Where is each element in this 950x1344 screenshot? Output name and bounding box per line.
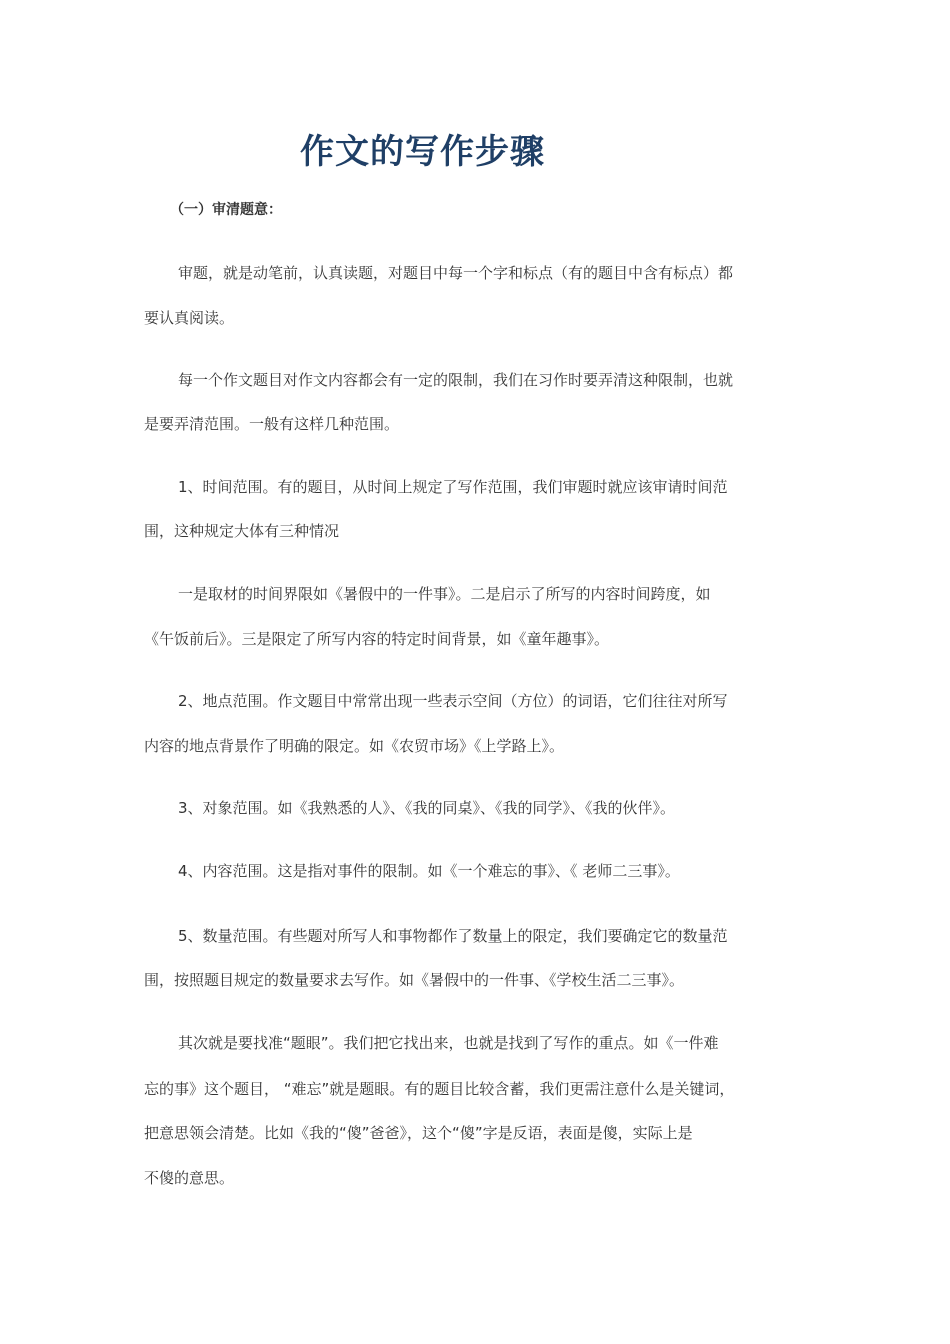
paragraph-line: 一是取材的时间界限如《暑假中的一件事》。二是启示了所写的内容时间跨度，如 xyxy=(178,585,711,603)
paragraph-line: 审题，就是动笔前，认真读题，对题目中每一个字和标点（有的题目中含有标点）都 xyxy=(178,264,734,282)
paragraph-line: 5、数量范围。有些题对所写人和事物都作了数量上的限定，我们要确定它的数量范 xyxy=(178,927,728,945)
document-title: 作文的写作步骤 xyxy=(300,132,545,172)
paragraph-line: 《午饭前后》。三是限定了所写内容的特定时间背景，如《童年趣事》。 xyxy=(144,630,610,648)
paragraph-line: 其次就是要找准“题眼”。我们把它找出来，也就是找到了写作的重点。如《一件难 xyxy=(178,1034,719,1052)
paragraph-line: 内容的地点背景作了明确的限定。如《农贸市场》《上学路上》。 xyxy=(144,737,565,755)
paragraph-line: 围，按照题目规定的数量要求去写作。如《暑假中的一件事、《学校生活二三事》。 xyxy=(144,971,685,989)
paragraph-line: 4、内容范围。这是指对事件的限制。如《一个难忘的事》、《 老师二三事》。 xyxy=(178,862,680,880)
paragraph-line: 每一个作文题目对作文内容都会有一定的限制，我们在习作时要弄清这种限制，也就 xyxy=(178,371,734,389)
paragraph-line: 1、时间范围。有的题目，从时间上规定了写作范围，我们审题时就应该审请时间范 xyxy=(178,478,728,496)
paragraph-line: 围，这种规定大体有三种情况 xyxy=(144,522,340,540)
paragraph-line: 忘的事》这个题目， “难忘”就是题眼。有的题目比较含蓄，我们更需注意什么是关键词， xyxy=(144,1080,735,1098)
paragraph-line: 是要弄清范围。一般有这样几种范围。 xyxy=(144,415,400,433)
paragraph-line: 2、地点范围。作文题目中常常出现一些表示空间（方位）的词语，它们往往对所写 xyxy=(178,692,728,710)
paragraph-line: 3、对象范围。如《我熟悉的人》、《我的同桌》、《我的同学》、《我的伙伴》。 xyxy=(178,799,676,817)
paragraph-line: 要认真阅读。 xyxy=(144,309,235,327)
paragraph-line: 把意思领会清楚。比如《我的“傻”爸爸》，这个“傻”字是反语，表面是傻，实际上是 xyxy=(144,1124,693,1142)
section-heading: （一）审清题意： xyxy=(170,202,282,218)
paragraph-line: 不傻的意思。 xyxy=(144,1169,235,1187)
